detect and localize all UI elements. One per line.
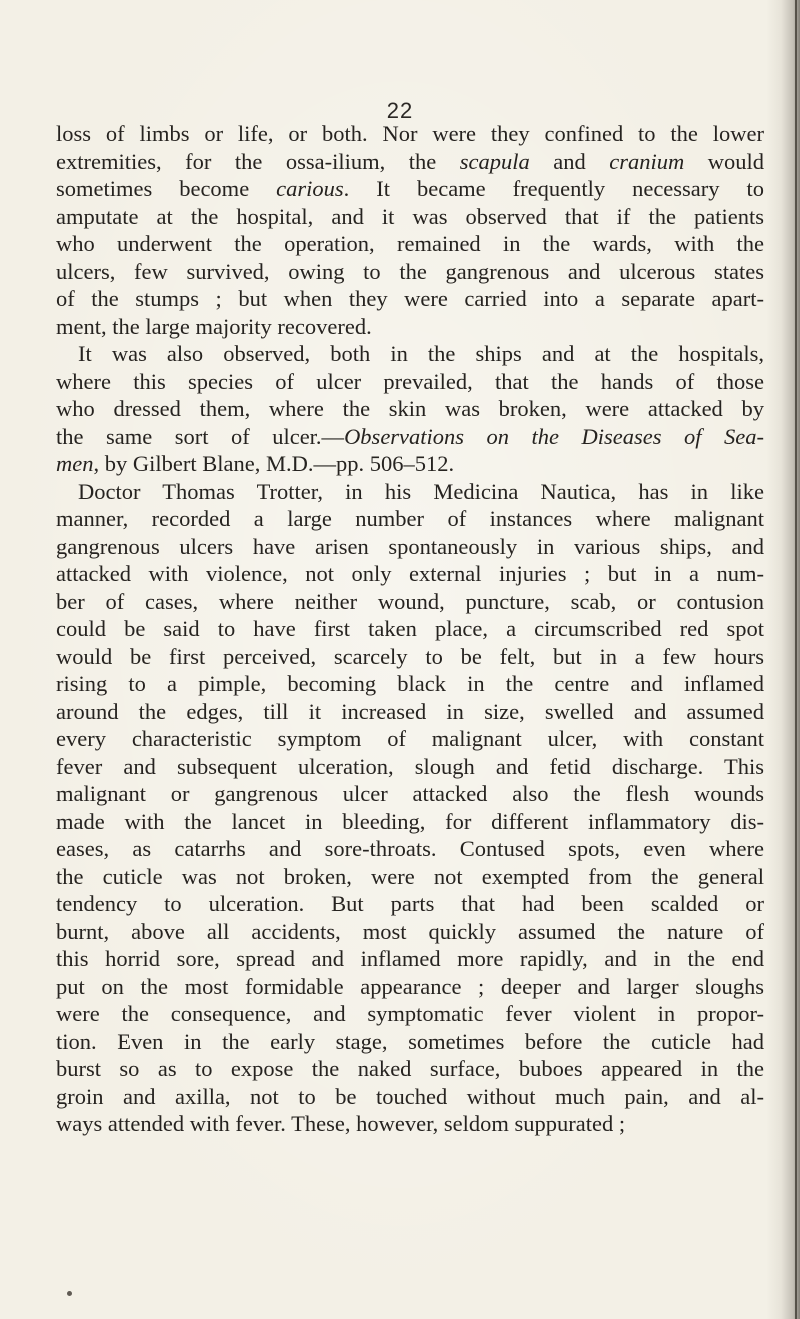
text-line: were the consequence, and symptomatic fever violent in propor-: [56, 1001, 764, 1026]
text-line: ment, the large majority recovered.: [56, 313, 372, 339]
text-line: every characteristic symptom of malignant ulcer, with constant: [56, 726, 764, 751]
text-line: who dressed them, where the skin was broken, were attacked by: [56, 396, 764, 421]
text-line: the cuticle was not broken, were not exempted from the general: [56, 863, 764, 889]
text-line: amputate at the hospital, and it was observed that if the patients: [56, 203, 764, 229]
text-line: men, by Gilbert Blane, M.D.—pp. 506–512.: [56, 451, 455, 476]
body-text: [56, 120, 764, 1138]
text-line: ways attended with fever. These, however, seldom suppurated ;: [56, 1111, 626, 1136]
italic-text: Observations on the Diseases of Sea-: [344, 423, 765, 449]
text-line: groin and axilla, not to be touched without much pain, and al-: [56, 1083, 764, 1109]
text-line: of the stumps ; but when they were carried into a separate apart-: [56, 286, 764, 311]
text-line: Doctor Thomas Trotter, in his Medicina Nautica, has in like: [78, 478, 764, 504]
text-line: would be first perceived, scarcely to be felt, but in a few hours: [56, 643, 764, 669]
text-line: tion. Even in the early stage, sometimes before the cuticle had: [56, 1028, 764, 1054]
text-line: gangrenous ulcers have arisen spontaneously in various ships, and: [56, 533, 764, 559]
text-line: tendency to ulceration. But parts that had been scalded or: [56, 891, 764, 916]
italic-text: carious: [276, 176, 344, 201]
text-line: ber of cases, where neither wound, puncture, scab, or contusion: [56, 588, 764, 614]
text-line: who underwent the operation, remained in the wards, with the: [56, 231, 764, 256]
text-line: burst so as to expose the naked surface, buboes appeared in the: [56, 1056, 764, 1081]
text-line: ulcers, few survived, owing to the gangrenous and ulcerous states: [56, 258, 764, 284]
text-line: made with the lancet in bleeding, for different inflammatory dis-: [56, 808, 764, 834]
print-speck: [67, 1291, 72, 1296]
text-line: where this species of ulcer prevailed, that the hands of those: [56, 368, 764, 394]
italic-text: cranium: [609, 148, 685, 174]
text-line: manner, recorded a large number of instances where malignant: [56, 506, 764, 531]
text-line: could be said to have first taken place, a circumscribed red spot: [56, 616, 764, 641]
italic-text: scapula: [459, 148, 530, 174]
text-line: It was also observed, both in the ships and at the hospitals,: [78, 341, 764, 366]
italic-text: men: [56, 451, 94, 476]
text-line: rising to a pimple, becoming black in the centre and inflamed: [56, 671, 764, 696]
text-line: eases, as catarrhs and sore-throats. Contused spots, even where: [56, 836, 764, 861]
text-line: the same sort of ulcer.—Observations on the Diseases of Sea-: [56, 423, 765, 449]
page-number: 22: [386, 98, 414, 123]
text-line: attacked with violence, not only external injuries ; but in a num-: [56, 561, 764, 586]
text-line: burnt, above all accidents, most quickly assumed the nature of: [56, 918, 764, 944]
text-line: put on the most formidable appearance ; deeper and larger sloughs: [56, 973, 764, 999]
text-line: loss of limbs or life, or both. Nor were they confined to the lower: [56, 121, 764, 146]
text-line: sometimes become carious. It became frequently necessary to: [56, 176, 765, 201]
text-line: malignant or gangrenous ulcer attacked also the flesh wounds: [56, 781, 764, 806]
text-line: this horrid sore, spread and inflamed more rapidly, and in the end: [56, 946, 764, 971]
text-line: fever and subsequent ulceration, slough and fetid discharge. This: [56, 753, 764, 779]
page-edge: [795, 0, 797, 1319]
text-line: around the edges, till it increased in size, swelled and assumed: [56, 698, 764, 724]
text-line: extremities, for the ossa-ilium, the scapula and cranium would: [56, 148, 765, 174]
